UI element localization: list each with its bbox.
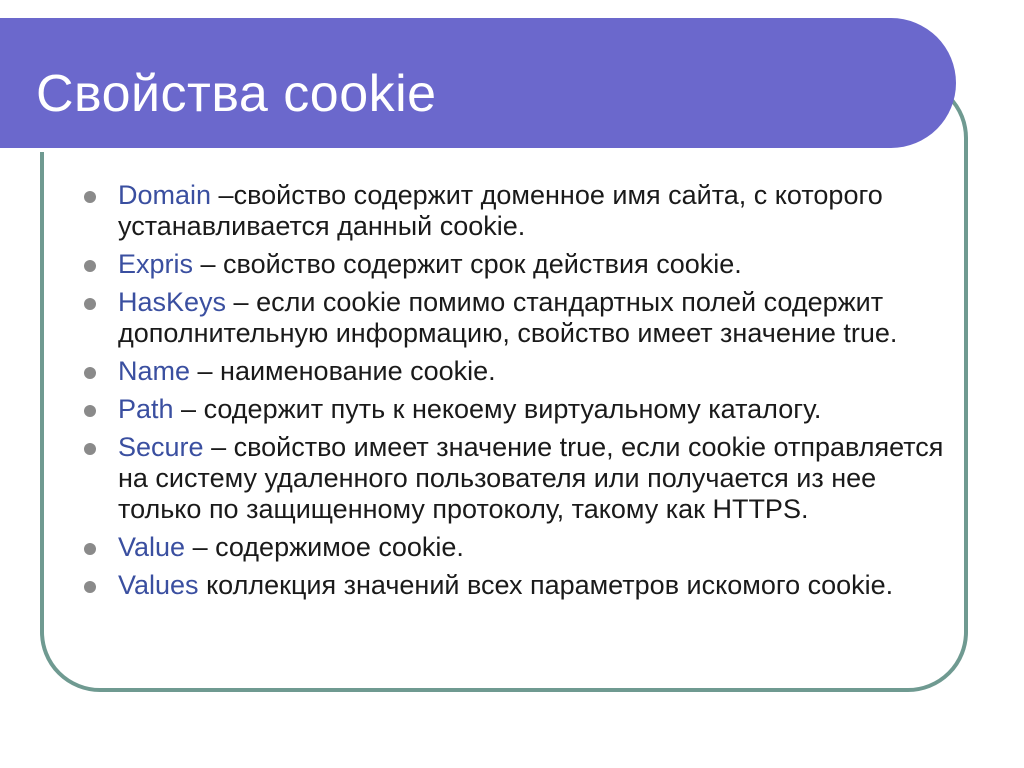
term-description: –свойство содержит доменное имя сайта, с которого устанавливается данный cookie. <box>118 180 883 241</box>
title-underline <box>0 148 904 152</box>
bullet-dot-icon <box>84 581 96 593</box>
slide-title: Свойства cookie <box>36 65 437 123</box>
term-label: Secure <box>118 432 204 462</box>
term-description: – свойство имеет значение true, если cookie отправляется на систему удаленного пользователя или получается из нее только по защищенному протоколу, такому как HTTPS. <box>118 432 944 524</box>
bullet-dot-icon <box>84 443 96 455</box>
bullet-dot-icon <box>84 191 96 203</box>
term-description: – содержит путь к некоему виртуальному каталогу. <box>173 394 822 424</box>
bullet-dot-icon <box>84 298 96 310</box>
bullet-item-expris <box>84 249 944 280</box>
bullet-item-secure <box>84 432 944 525</box>
term-description: – наименование cookie. <box>190 356 496 386</box>
term-label: Name <box>118 356 191 386</box>
bullet-dot-icon <box>84 260 96 272</box>
term-label: Expris <box>118 249 194 279</box>
term-label: Domain <box>118 180 212 210</box>
bullet-dot-icon <box>84 367 96 379</box>
bullet-item-value <box>84 532 944 563</box>
bullet-list <box>84 180 944 608</box>
term-label: HasKeys <box>118 287 227 317</box>
term-description: коллекция значений всех параметров искомого cookie. <box>198 570 894 600</box>
term-label: Values <box>118 570 199 600</box>
term-label: Path <box>118 394 174 424</box>
bullet-item-haskeys <box>84 287 944 349</box>
bullet-dot-icon <box>84 405 96 417</box>
bullet-item-domain <box>84 180 944 242</box>
bullet-item-values <box>84 570 944 601</box>
term-label: Value <box>118 532 186 562</box>
bullet-item-name <box>84 356 944 387</box>
bullet-item-path <box>84 394 944 425</box>
term-description: – свойство содержит срок действия cookie. <box>193 249 742 279</box>
term-description: – если cookie помимо стандартных полей содержит дополнительную информацию, свойство имеет значение true. <box>118 287 898 348</box>
term-description: – содержимое cookie. <box>185 532 464 562</box>
title-banner <box>0 18 956 148</box>
bullet-dot-icon <box>84 543 96 555</box>
